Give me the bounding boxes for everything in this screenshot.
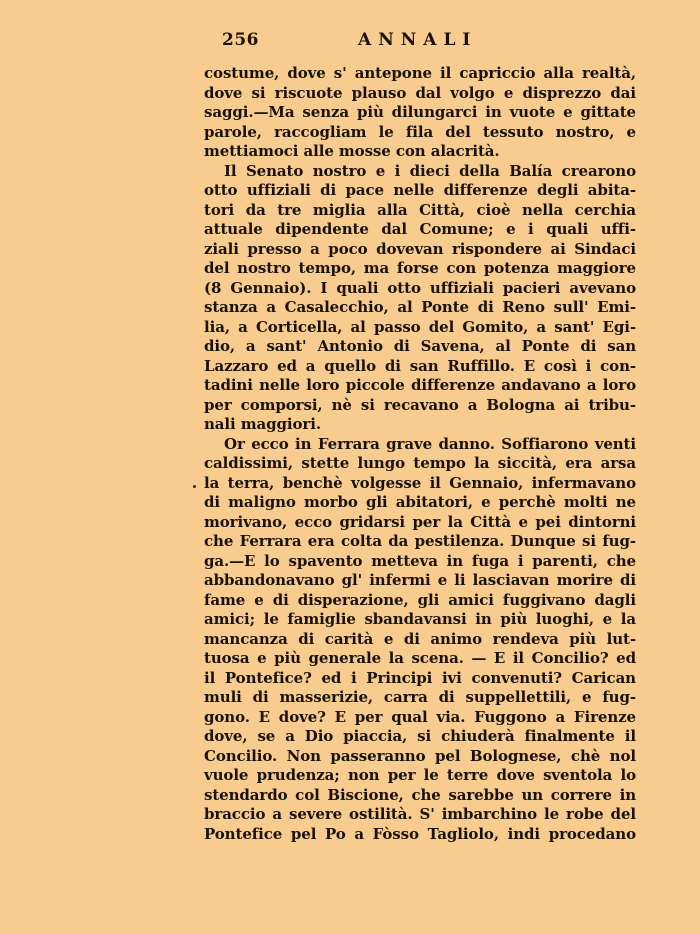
text-line: fame e di disperazione, gli amici fuggivano dagli bbox=[204, 590, 636, 609]
text-line: che Ferrara era colta da pestilenza. Dunque si fug- bbox=[204, 532, 636, 550]
text-line: il Pontefice? ed i Principi ivi convenuti? Carican bbox=[204, 668, 636, 687]
text-line: tori da tre miglia alla Città, cioè nella cerchia bbox=[204, 200, 636, 219]
text-line: stanza a Casalecchio, al Ponte di Reno sull' Emi- bbox=[204, 298, 636, 316]
text-line: del nostro tempo, ma forse con potenza maggiore bbox=[204, 259, 636, 277]
text-line: per comporsi, nè si recavano a Bologna ai tribu- bbox=[204, 395, 636, 414]
body-text bbox=[204, 64, 636, 844]
text-line: di maligno morbo gli abitatori, e perchè molti ne bbox=[204, 493, 636, 511]
text-line: la terra, benchè volgesse il Gennaio, infermavano bbox=[204, 473, 636, 492]
text-line: ga.—E lo spavento metteva in fuga i parenti, che bbox=[204, 551, 636, 570]
text-line: mettiamoci alle mosse con alacrità. bbox=[204, 142, 500, 160]
text-line: stendardo col Biscione, che sarebbe un correre in bbox=[204, 785, 636, 804]
text-line: braccio a severe ostilità. S' imbarchino le robe del bbox=[204, 805, 636, 823]
text-line: attuale dipendente dal Comune; e i quali uffi- bbox=[204, 220, 636, 238]
text-line: nali maggiori. bbox=[204, 415, 321, 433]
text-line: Concilio. Non passeranno pel Bolognese, chè nol bbox=[204, 746, 636, 765]
text-line: costume, dove s' antepone il capriccio alla realtà, bbox=[204, 64, 636, 82]
text-line: ziali presso a poco dovevan rispondere ai Sindaci bbox=[204, 239, 636, 258]
text-line: (8 Gennaio). I quali otto uffiziali pacieri avevano bbox=[204, 278, 636, 297]
text-line: Lazzaro ed a quello di san Ruffillo. E così i con- bbox=[204, 356, 636, 375]
running-head bbox=[222, 30, 642, 54]
text-line: tuosa e più generale la scena. — E il Concilio? ed bbox=[204, 649, 636, 667]
text-line: saggi.—Ma senza più dilungarci in vuote e gittate bbox=[204, 103, 636, 121]
text-line: muli di masserizie, carra di suppellettili, e fug- bbox=[204, 688, 636, 706]
text-line: lia, a Corticella, al passo del Gomito, a sant' Egi- bbox=[204, 317, 636, 336]
text-line: dio, a sant' Antonio di Savena, al Ponte di san bbox=[204, 337, 636, 355]
text-line: otto uffiziali di pace nelle differenze degli abita- bbox=[204, 181, 636, 199]
text-line: Pontefice pel Po a Fòsso Tagliolo, indi procedano bbox=[204, 824, 636, 843]
text-line: Or ecco in Ferrara grave danno. Soffiarono venti bbox=[224, 434, 636, 453]
text-line: morivano, ecco gridarsi per la Città e pei dintorni bbox=[204, 512, 636, 531]
text-line: vuole prudenza; non per le terre dove sventola lo bbox=[204, 766, 636, 784]
text-line: caldissimi, stette lungo tempo la siccità, era arsa bbox=[204, 454, 636, 472]
text-line: abbandonavano gl' infermi e li lasciavan morire di bbox=[204, 571, 636, 589]
text-line: dove si riscuote plauso dal volgo e disprezzo dai bbox=[204, 83, 636, 102]
text-line: gono. E dove? E per qual via. Fuggono a Firenze bbox=[204, 707, 636, 726]
text-line: Il Senato nostro e i dieci della Balía crearono bbox=[224, 161, 636, 180]
text-line: mancanza di carità e di animo rendeva più lut- bbox=[204, 629, 636, 648]
text-line: tadini nelle loro piccole differenze andavano a loro bbox=[204, 376, 636, 394]
ink-speck bbox=[193, 485, 196, 488]
page-number: 256 bbox=[222, 30, 259, 50]
text-line: parole, raccogliam le fila del tessuto nostro, e bbox=[204, 122, 636, 141]
running-title: ANNALI bbox=[358, 30, 478, 50]
text-line: amici; le famiglie sbandavansi in più luoghi, e la bbox=[204, 610, 636, 628]
text-line: dove, se a Dio piaccia, si chiuderà finalmente il bbox=[204, 727, 636, 745]
